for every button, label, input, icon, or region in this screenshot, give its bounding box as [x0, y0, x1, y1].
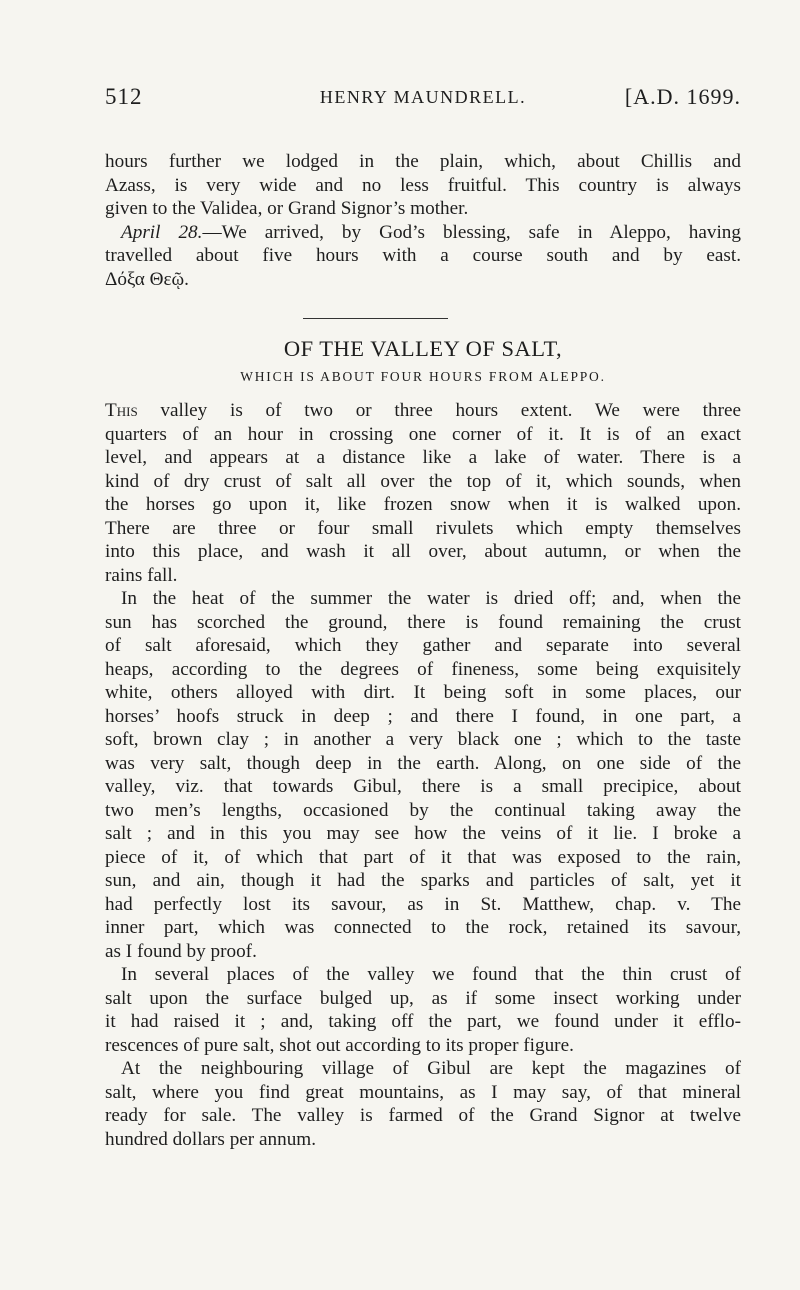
- text-line: salt, where you find great mountains, as I may say, of that mineral: [105, 1081, 741, 1103]
- text-line: it had raised it ; and, taking off the part, we found under it efflo-: [105, 1011, 741, 1032]
- greek-doxology: Δόξα Θεῷ.: [105, 268, 189, 290]
- text-line: There are three or four small rivulets which empty themselves: [105, 517, 741, 539]
- text-line: white, others alloyed with dirt. It being soft in some places, our: [105, 682, 741, 703]
- running-title: HENRY MAUNDRELL.: [319, 87, 527, 107]
- text-line: April 28.—We arrived, by God’s blessing, safe in Aleppo, having: [121, 221, 741, 243]
- text-line: soft, brown clay ; in another a very black one ; which to the taste: [105, 729, 741, 750]
- text-line: given to the Validea, or Grand Signor’s mother.: [105, 198, 469, 219]
- text-line: hours further we lodged in the plain, which, about Chillis and: [105, 151, 741, 172]
- text-line: ready for sale. The valley is farmed of the Grand Signor at twelve: [105, 1105, 741, 1126]
- text-line: was very salt, though deep in the earth. Along, on one side of the: [105, 752, 741, 774]
- text-line: valley, viz. that towards Gibul, there is a small precipice, about: [105, 776, 741, 797]
- text-line: rescences of pure salt, shot out according to its proper figure.: [105, 1034, 574, 1056]
- section-subtitle: WHICH IS ABOUT FOUR HOURS FROM ALEPPO.: [240, 369, 606, 384]
- text-line: quarters of an hour in crossing one corner of it. It is of an exact: [105, 423, 741, 445]
- body-text: [105, 399, 741, 1151]
- text-line: kind of dry crust of salt all over the top of it, which sounds, when: [105, 470, 741, 492]
- text-line: had perfectly lost its savour, as in St. Matthew, chap. v. The: [105, 893, 741, 915]
- drop-word: This: [105, 400, 138, 421]
- page-number: 512: [105, 84, 143, 109]
- text-line: travelled about five hours with a course south and by east.: [105, 245, 741, 266]
- text-line: Azass, is very wide and no less fruitful. This country is always: [105, 174, 741, 196]
- text-line: At the neighbouring village of Gibul are kept the magazines of: [121, 1058, 741, 1079]
- text-line: salt ; and in this you may see how the veins of it lie. I broke a: [105, 823, 741, 844]
- text-line: sun has scorched the ground, there is found remaining the crust: [105, 611, 741, 633]
- text-line: as I found by proof.: [105, 940, 257, 962]
- running-date: [A.D. 1699.: [624, 84, 741, 109]
- text-line: In several places of the valley we found that the thin crust of: [121, 964, 741, 985]
- text-line: This valley is of two or three hours extent. We were three: [105, 400, 741, 421]
- text-line: heaps, according to the degrees of fineness, some being exquisitely: [105, 658, 741, 680]
- text-line: level, and appears at a distance like a lake of water. There is a: [105, 447, 741, 468]
- text-line: rains fall.: [105, 564, 178, 586]
- date-entry: April 28.: [121, 221, 203, 243]
- text-line: horses’ hoofs struck in deep ; and there I found, in one part, a: [105, 705, 741, 727]
- text-line: In the heat of the summer the water is dried off; and, when the: [121, 588, 741, 609]
- text-line: sun, and ain, though it had the sparks and particles of salt, yet it: [105, 870, 741, 891]
- text-line: the horses go upon it, like frozen snow when it is walked upon.: [105, 494, 741, 515]
- text-line: piece of it, of which that part of it that was exposed to the rain,: [105, 846, 741, 868]
- text-line: salt upon the surface bulged up, as if some insect working under: [105, 987, 741, 1009]
- section-divider: [303, 318, 448, 319]
- text-line: inner part, which was connected to the rock, retained its savour,: [105, 917, 741, 938]
- section-title: OF THE VALLEY OF SALT,: [283, 336, 563, 361]
- text-line: of salt aforesaid, which they gather and separate into several: [105, 635, 741, 656]
- intro-paragraph: [105, 150, 741, 291]
- text-line: into this place, and wash it all over, about autumn, or when the: [105, 541, 741, 562]
- text-line: hundred dollars per annum.: [105, 1128, 317, 1150]
- text-line: two men’s lengths, occasioned by the continual taking away the: [105, 799, 741, 821]
- running-head: [105, 84, 741, 114]
